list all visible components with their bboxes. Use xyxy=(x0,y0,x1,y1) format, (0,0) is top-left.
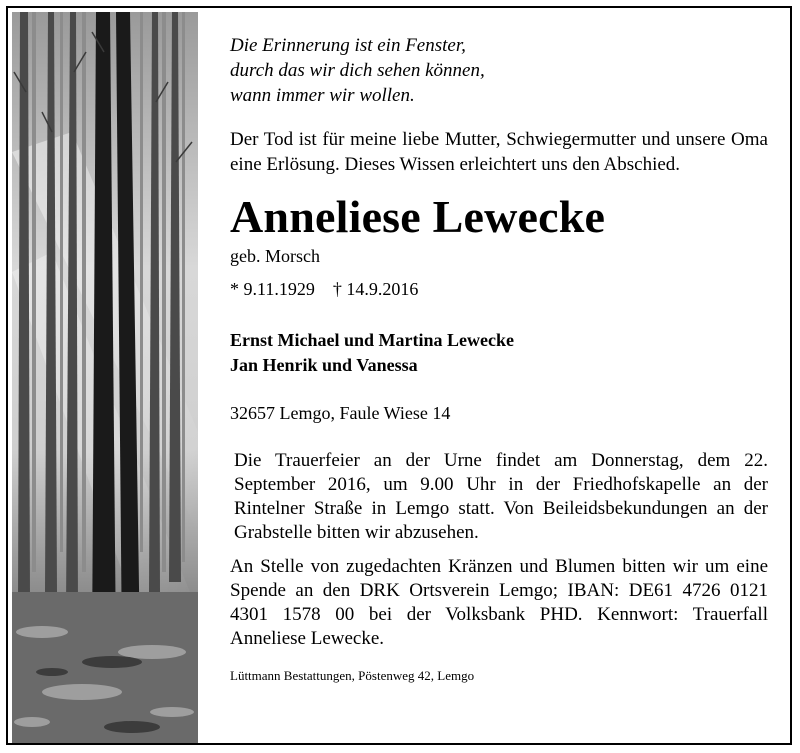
birth-date: * 9.11.1929 xyxy=(230,279,315,299)
death-date: † 14.9.2016 xyxy=(332,279,419,299)
obituary-frame xyxy=(6,6,792,745)
quote-line: Die Erinnerung ist ein Fenster, xyxy=(230,35,466,56)
forest-photo xyxy=(12,12,198,743)
life-dates xyxy=(230,277,768,301)
donation-notice: An Stelle von zugedachten Kränzen und Blumen bitten wir um eine Spende an den DRK Ortsverein Lemgo; IBAN: DE61 4726 0121 4301 1578 00 bei der Volksbank PHD. Kennwort: Trauerfall Anneliese Lewecke. xyxy=(230,556,768,649)
family-mourners xyxy=(230,328,768,378)
memorial-quote xyxy=(230,33,768,108)
address: 32657 Lemgo, Faule Wiese 14 xyxy=(230,403,451,423)
ceremony-notice: Die Trauerfeier an der Urne findet am Donnerstag, dem 22. September 2016, um 9.00 Uhr in der Friedhofskapelle an der Rintelner Straße in Lemgo statt. Von Beileidsbekundungen an der Grabstelle bitten wir abzusehen. xyxy=(234,450,768,543)
quote-line: wann immer wir wollen. xyxy=(230,85,415,106)
family-line: Ernst Michael und Martina Lewecke xyxy=(230,330,514,350)
obituary-text xyxy=(230,33,768,685)
family-line: Jan Henrik und Vanessa xyxy=(230,355,418,375)
quote-line: durch das wir dich sehen können, xyxy=(230,60,485,81)
undertaker-credit: Lüttmann Bestattungen, Pöstenweg 42, Lemgo xyxy=(230,668,475,683)
deceased-name: Anneliese Lewecke xyxy=(230,191,606,242)
intro-text: Der Tod ist für meine liebe Mutter, Schwiegermutter und unsere Oma eine Erlösung. Dieses Wissen erleichtert uns den Abschied. xyxy=(230,129,768,175)
maiden-name: geb. Morsch xyxy=(230,246,320,266)
